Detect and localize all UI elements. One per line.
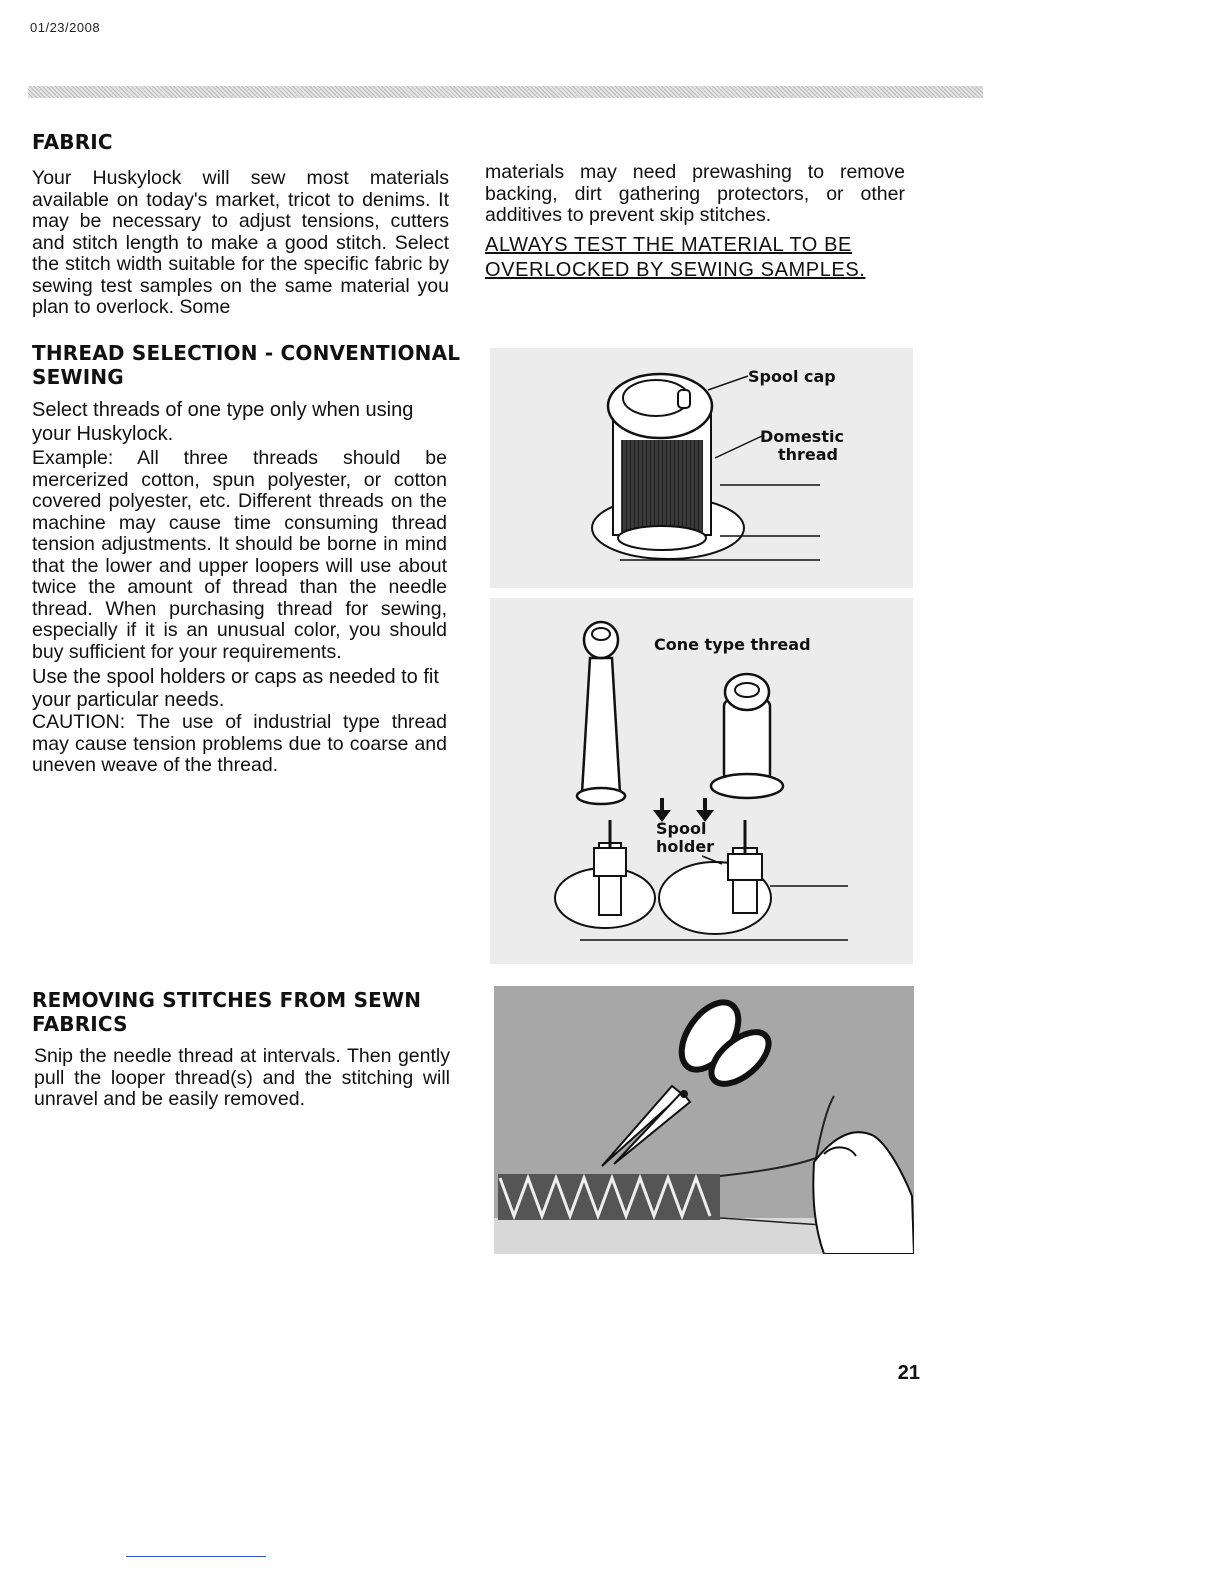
- domestic-thread-winding: [621, 440, 703, 532]
- header-rule: [28, 86, 983, 98]
- spool-holder-label: Spool holder: [656, 819, 715, 856]
- thread-selection-p3: Use the spool holders or caps as needed to fit your particular needs.: [32, 666, 439, 711]
- domestic-thread-label: Domestic thread: [760, 427, 844, 464]
- spool-cap-leader: [708, 376, 748, 390]
- removing-stitches-figure: [494, 986, 914, 1254]
- thread-selection-text: [32, 398, 447, 777]
- overlock-stitching: [498, 1174, 720, 1220]
- scissors-blade: [602, 1086, 682, 1166]
- page-number: 21: [897, 1362, 920, 1384]
- spool-cap-illustration: [490, 348, 913, 588]
- domestic-thread-leader: [715, 436, 762, 458]
- removing-paragraph: Snip the needle thread at intervals. Then gently pull the looper thread(s) and the stitching will unravel and be easily removed.: [34, 1045, 450, 1110]
- fabric-paragraph-left: Your Huskylock will sew most materials available on today's market, tricot to denims. It may be necessary to adjust tensions, cutters and stitch length to make a good stitch. Select the stitch width suitable for the specific fabric by sewing test samples on the same material you plan to overlock. Some: [32, 167, 449, 318]
- spool-cap-figure: [490, 348, 913, 588]
- thread-selection-p2: Example: All three threads should be mercerized cotton, spun polyester, or cotton covered polyester, etc. Different threads on the machine may cause time consuming thread tension adjustments. It should be borne in mind that the lower and upper loopers will use about twice the amount of thread than the needle thread. When purchasing thread for sewing, especially if it is an unusual color, you should buy sufficient for your requirements.: [32, 447, 447, 663]
- thread-selection-heading: THREAD SELECTION - CONVENTIONAL SEWING: [32, 341, 461, 389]
- small-spool-body: [724, 700, 770, 780]
- cone-body: [582, 658, 620, 793]
- thread-selection-caution: CAUTION: The use of industrial type thread may cause tension problems due to coarse and uneven weave of the thread.: [32, 711, 447, 776]
- thread-selection-p1: Select threads of one type only when using your Huskylock.: [32, 399, 414, 445]
- fabric-notice: ALWAYS TEST THE MATERIAL TO BE OVERLOCKED BY SEWING SAMPLES.: [485, 234, 866, 281]
- cone-thread-figure: [490, 598, 913, 964]
- fabric-paragraph-right: materials may need prewashing to remove backing, dirt gathering protectors, or other additives to prevent skip stitches.: [485, 161, 905, 226]
- document-date: 01/23/2008: [30, 20, 101, 35]
- cone-thread-label: Cone type thread: [654, 635, 811, 654]
- scissors-illustration: [494, 986, 914, 1254]
- fabric-heading: FABRIC: [32, 130, 113, 154]
- looper-thread: [720, 1158, 816, 1176]
- footer-line: [126, 1556, 266, 1557]
- removing-heading: REMOVING STITCHES FROM SEWN FABRICS: [32, 988, 422, 1036]
- spool-cap-label: Spool cap: [748, 367, 836, 386]
